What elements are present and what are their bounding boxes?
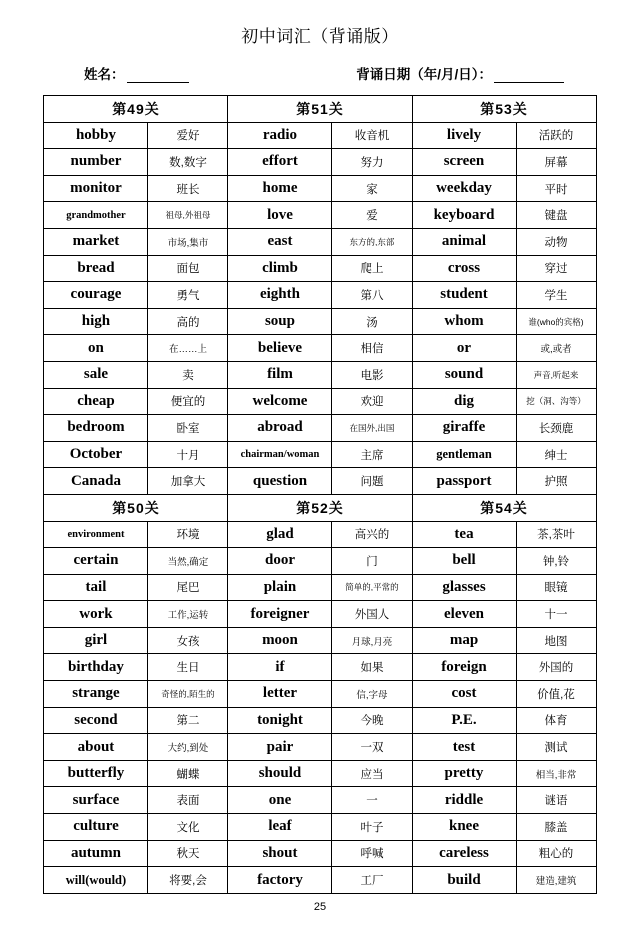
word-en: should xyxy=(228,760,332,787)
word-en: sale xyxy=(44,361,148,388)
word-en: foreign xyxy=(412,654,516,681)
section-title-49: 第49关 xyxy=(44,96,228,123)
word-en: on xyxy=(44,335,148,362)
word-cn: 活跃的 xyxy=(516,122,596,149)
word-en: high xyxy=(44,308,148,335)
word-cn: 声音,听起来 xyxy=(516,361,596,388)
table-row xyxy=(44,707,596,734)
table-row xyxy=(44,202,596,229)
page-title: 初中词汇（背诵版） xyxy=(241,27,399,46)
table-row xyxy=(44,760,596,787)
word-cn: 高兴的 xyxy=(332,521,412,548)
date-field[interactable] xyxy=(356,63,564,83)
word-en: one xyxy=(228,787,332,814)
table-row xyxy=(44,308,596,335)
table-row xyxy=(44,654,596,681)
word-cn: 爱好 xyxy=(148,122,228,149)
name-field[interactable] xyxy=(84,63,189,83)
word-en: monitor xyxy=(44,175,148,202)
word-cn: 今晚 xyxy=(332,707,412,734)
word-en: October xyxy=(44,441,148,468)
word-en: eighth xyxy=(228,282,332,309)
word-cn: 眼镜 xyxy=(516,574,596,601)
word-en: test xyxy=(412,734,516,761)
word-en: animal xyxy=(412,228,516,255)
word-cn: 电影 xyxy=(332,361,412,388)
word-en: east xyxy=(228,228,332,255)
word-en: tea xyxy=(412,521,516,548)
table-row xyxy=(44,335,596,362)
word-en: surface xyxy=(44,787,148,814)
word-cn: 地图 xyxy=(516,627,596,654)
word-cn: 键盘 xyxy=(516,202,596,229)
word-en: autumn xyxy=(44,840,148,867)
word-en: passport xyxy=(412,468,516,495)
word-en: glad xyxy=(228,521,332,548)
word-en: second xyxy=(44,707,148,734)
word-en: P.E. xyxy=(412,707,516,734)
word-cn: 十月 xyxy=(148,441,228,468)
table-row xyxy=(44,441,596,468)
word-en: believe xyxy=(228,335,332,362)
word-en: build xyxy=(412,867,516,894)
vocabulary-table xyxy=(43,95,596,894)
word-en: question xyxy=(228,468,332,495)
word-cn: 大约,到处 xyxy=(148,734,228,761)
date-label: 背诵日期（年/月/日）： xyxy=(356,67,492,82)
word-en: letter xyxy=(228,681,332,708)
word-cn: 一 xyxy=(332,787,412,814)
word-en: chairman/woman xyxy=(228,441,332,468)
word-en: effort xyxy=(228,149,332,176)
word-en: will(would) xyxy=(44,867,148,894)
word-cn: 将要,会 xyxy=(148,867,228,894)
word-cn: 简单的,平常的 xyxy=(332,574,412,601)
word-cn: 爬上 xyxy=(332,255,412,282)
word-en: lively xyxy=(412,122,516,149)
word-en: abroad xyxy=(228,415,332,442)
word-cn: 月球,月亮 xyxy=(332,627,412,654)
word-cn: 当然,确定 xyxy=(148,548,228,575)
table-row xyxy=(44,521,596,548)
meta-row xyxy=(0,63,640,83)
word-cn: 茶,茶叶 xyxy=(516,521,596,548)
word-cn: 第二 xyxy=(148,707,228,734)
table-row xyxy=(44,734,596,761)
word-cn: 外国的 xyxy=(516,654,596,681)
word-en: film xyxy=(228,361,332,388)
word-en: Canada xyxy=(44,468,148,495)
word-en: cross xyxy=(412,255,516,282)
table-row xyxy=(44,122,596,149)
word-cn: 建造,建筑 xyxy=(516,867,596,894)
word-cn: 面包 xyxy=(148,255,228,282)
word-en: knee xyxy=(412,814,516,841)
word-en: riddle xyxy=(412,787,516,814)
word-en: cheap xyxy=(44,388,148,415)
word-en: giraffe xyxy=(412,415,516,442)
word-cn: 信,字母 xyxy=(332,681,412,708)
word-en: eleven xyxy=(412,601,516,628)
word-en: soup xyxy=(228,308,332,335)
word-cn: 测试 xyxy=(516,734,596,761)
word-en: courage xyxy=(44,282,148,309)
date-input-line[interactable] xyxy=(494,70,564,83)
word-en: climb xyxy=(228,255,332,282)
word-en: map xyxy=(412,627,516,654)
word-cn: 在国外,出国 xyxy=(332,415,412,442)
table-row xyxy=(44,787,596,814)
word-cn: 数,数字 xyxy=(148,149,228,176)
word-cn: 穿过 xyxy=(516,255,596,282)
table-row xyxy=(44,282,596,309)
word-en: screen xyxy=(412,149,516,176)
word-en: if xyxy=(228,654,332,681)
word-cn: 班长 xyxy=(148,175,228,202)
word-cn: 工厂 xyxy=(332,867,412,894)
table-row xyxy=(44,840,596,867)
word-en: leaf xyxy=(228,814,332,841)
word-en: number xyxy=(44,149,148,176)
word-en: foreigner xyxy=(228,601,332,628)
word-en: cost xyxy=(412,681,516,708)
word-cn: 问题 xyxy=(332,468,412,495)
word-en: dig xyxy=(412,388,516,415)
word-cn: 长颈鹿 xyxy=(516,415,596,442)
word-en: market xyxy=(44,228,148,255)
word-cn: 钟,铃 xyxy=(516,548,596,575)
word-cn: 收音机 xyxy=(332,122,412,149)
word-en: tonight xyxy=(228,707,332,734)
word-en: grandmother xyxy=(44,202,148,229)
table-row xyxy=(44,681,596,708)
word-en: girl xyxy=(44,627,148,654)
word-cn: 门 xyxy=(332,548,412,575)
word-en: pair xyxy=(228,734,332,761)
table-row xyxy=(44,175,596,202)
word-cn: 爱 xyxy=(332,202,412,229)
word-cn: 呼喊 xyxy=(332,840,412,867)
word-cn: 谜语 xyxy=(516,787,596,814)
table-row xyxy=(44,149,596,176)
table-row xyxy=(44,361,596,388)
word-en: birthday xyxy=(44,654,148,681)
table-row xyxy=(44,867,596,894)
table-row xyxy=(44,468,596,495)
word-en: door xyxy=(228,548,332,575)
word-cn: 学生 xyxy=(516,282,596,309)
word-cn: 表面 xyxy=(148,787,228,814)
word-en: careless xyxy=(412,840,516,867)
word-en: keyboard xyxy=(412,202,516,229)
word-cn: 蝴蝶 xyxy=(148,760,228,787)
word-cn: 祖母,外祖母 xyxy=(148,202,228,229)
worksheet-page xyxy=(0,22,640,927)
word-cn: 动物 xyxy=(516,228,596,255)
word-cn: 谁(who的宾格) xyxy=(516,308,596,335)
word-cn: 文化 xyxy=(148,814,228,841)
section-header-row-1 xyxy=(44,96,596,123)
word-cn: 挖（洞、沟等） xyxy=(516,388,596,415)
word-cn: 工作,运转 xyxy=(148,601,228,628)
word-cn: 汤 xyxy=(332,308,412,335)
word-en: plain xyxy=(228,574,332,601)
word-cn: 女孩 xyxy=(148,627,228,654)
word-en: sound xyxy=(412,361,516,388)
word-en: whom xyxy=(412,308,516,335)
section-title-51: 第51关 xyxy=(228,96,412,123)
word-cn: 外国人 xyxy=(332,601,412,628)
table-row xyxy=(44,574,596,601)
word-cn: 相当,非常 xyxy=(516,760,596,787)
word-cn: 十一 xyxy=(516,601,596,628)
word-en: gentleman xyxy=(412,441,516,468)
word-en: factory xyxy=(228,867,332,894)
word-cn: 绅士 xyxy=(516,441,596,468)
word-cn: 第八 xyxy=(332,282,412,309)
word-cn: 卖 xyxy=(148,361,228,388)
word-cn: 尾巴 xyxy=(148,574,228,601)
word-cn: 叶子 xyxy=(332,814,412,841)
word-en: about xyxy=(44,734,148,761)
word-cn: 加拿大 xyxy=(148,468,228,495)
word-cn: 或,或者 xyxy=(516,335,596,362)
word-cn: 膝盖 xyxy=(516,814,596,841)
word-en: tail xyxy=(44,574,148,601)
word-cn: 奇怪的,陌生的 xyxy=(148,681,228,708)
word-en: shout xyxy=(228,840,332,867)
word-cn: 平时 xyxy=(516,175,596,202)
section-title-52: 第52关 xyxy=(228,494,412,521)
word-cn: 东方的,东部 xyxy=(332,228,412,255)
word-cn: 价值,花 xyxy=(516,681,596,708)
word-cn: 环境 xyxy=(148,521,228,548)
word-cn: 如果 xyxy=(332,654,412,681)
word-cn: 家 xyxy=(332,175,412,202)
word-en: strange xyxy=(44,681,148,708)
word-cn: 勇气 xyxy=(148,282,228,309)
table-row xyxy=(44,415,596,442)
word-cn: 生日 xyxy=(148,654,228,681)
word-cn: 主席 xyxy=(332,441,412,468)
word-cn: 相信 xyxy=(332,335,412,362)
word-en: culture xyxy=(44,814,148,841)
word-en: hobby xyxy=(44,122,148,149)
section-title-50: 第50关 xyxy=(44,494,228,521)
word-en: certain xyxy=(44,548,148,575)
word-cn: 应当 xyxy=(332,760,412,787)
section-title-54: 第54关 xyxy=(412,494,596,521)
word-en: pretty xyxy=(412,760,516,787)
section-header-row-2 xyxy=(44,494,596,521)
word-en: welcome xyxy=(228,388,332,415)
word-cn: 欢迎 xyxy=(332,388,412,415)
word-cn: 市场,集市 xyxy=(148,228,228,255)
table-row xyxy=(44,228,596,255)
word-en: home xyxy=(228,175,332,202)
word-en: moon xyxy=(228,627,332,654)
word-en: love xyxy=(228,202,332,229)
word-en: butterfly xyxy=(44,760,148,787)
word-en: student xyxy=(412,282,516,309)
table-row xyxy=(44,548,596,575)
table-row xyxy=(44,601,596,628)
word-cn: 在……上 xyxy=(148,335,228,362)
word-en: glasses xyxy=(412,574,516,601)
section-title-53: 第53关 xyxy=(412,96,596,123)
table-row xyxy=(44,255,596,282)
word-en: weekday xyxy=(412,175,516,202)
word-en: or xyxy=(412,335,516,362)
word-en: environment xyxy=(44,521,148,548)
word-en: bread xyxy=(44,255,148,282)
word-en: bedroom xyxy=(44,415,148,442)
word-cn: 粗心的 xyxy=(516,840,596,867)
word-cn: 一双 xyxy=(332,734,412,761)
word-cn: 秋天 xyxy=(148,840,228,867)
word-en: bell xyxy=(412,548,516,575)
table-row xyxy=(44,814,596,841)
table-row xyxy=(44,388,596,415)
word-cn: 体育 xyxy=(516,707,596,734)
word-en: work xyxy=(44,601,148,628)
word-cn: 便宜的 xyxy=(148,388,228,415)
page-number: 25 xyxy=(313,901,327,913)
name-label: 姓名： xyxy=(84,67,125,82)
word-cn: 屏幕 xyxy=(516,149,596,176)
name-input-line[interactable] xyxy=(127,70,189,83)
word-cn: 护照 xyxy=(516,468,596,495)
table-row xyxy=(44,627,596,654)
word-cn: 卧室 xyxy=(148,415,228,442)
word-en: radio xyxy=(228,122,332,149)
word-cn: 高的 xyxy=(148,308,228,335)
word-cn: 努力 xyxy=(332,149,412,176)
